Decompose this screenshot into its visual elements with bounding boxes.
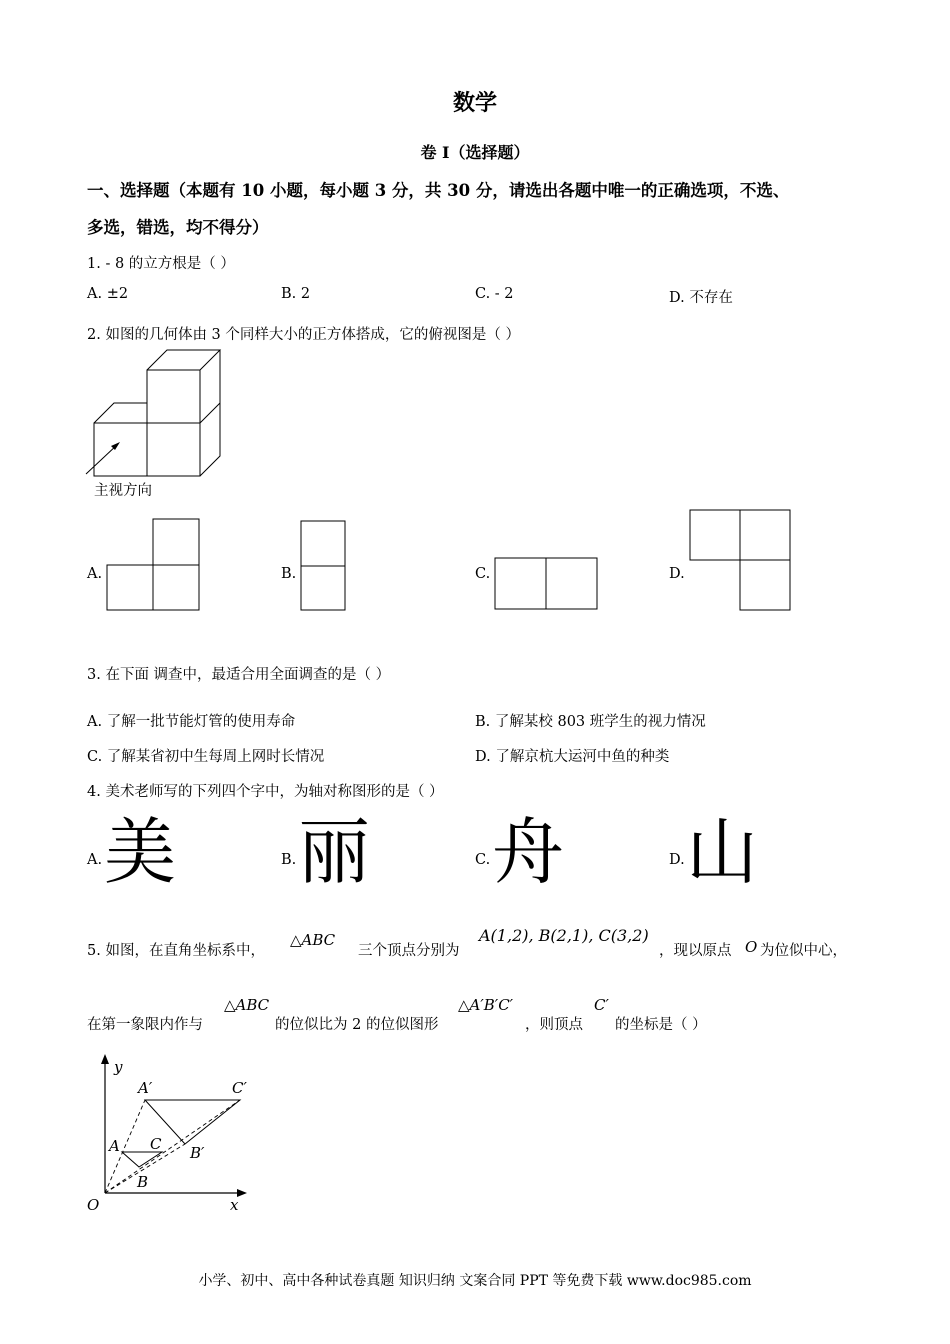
x-axis-label: x (230, 1196, 239, 1214)
question-2-option-b-figure (299, 520, 347, 612)
vertex-coordinates: A(1,2), B(2,1), C(3,2) (479, 926, 649, 945)
origin-symbol: O (745, 938, 758, 956)
question-5-stem-part2: 三个顶点分别为 (358, 943, 460, 959)
view-direction-label: 主视方向 (94, 483, 152, 499)
question-3-option-d: D. 了解京杭大运河中鱼的种类 (475, 749, 670, 765)
y-axis-label: y (114, 1058, 123, 1076)
character-shan: 山 (686, 810, 759, 894)
question-1-option-c: C. - 2 (475, 286, 514, 302)
page-footer: 小学、初中、高中各种试卷真题 知识归纳 文案合同 PPT 等免费下载 www.doc985.com (198, 1273, 752, 1289)
character-li: 丽 (298, 810, 371, 894)
point-b-prime-label: B′ (190, 1144, 205, 1162)
question-3-option-b: B. 了解某校 803 班学生的视力情况 (475, 714, 706, 730)
question-3-stem: 3. 在下面 调查中，最适合用全面调查的是（ ） (87, 667, 391, 683)
paper-subtitle: 卷 I（选择题） (420, 143, 530, 162)
question-5-stem-part1: 5. 如图，在直角坐标系中， (87, 943, 265, 959)
section-heading-line1: 一、选择题（本题有 10 小题，每小题 3 分，共 30 分，请选出各题中唯一的正确选项，不选、 (87, 181, 790, 200)
triangle-abc-symbol-2: △ABC (224, 996, 270, 1014)
question-5-stem-part4: 为位似中心， (760, 943, 847, 959)
point-c-label: C (150, 1135, 162, 1153)
question-4-option-a-label: A. (87, 852, 103, 868)
point-a-prime-label: A′ (138, 1079, 153, 1097)
question-2-option-d-figure (688, 509, 792, 613)
question-2-option-c-figure (493, 557, 599, 611)
point-c-prime-label: C′ (232, 1079, 247, 1097)
question-3-option-a: A. 了解一批节能灯管的使用寿命 (87, 714, 296, 730)
question-3-option-c: C. 了解某省初中生每周上网时长情况 (87, 749, 325, 765)
question-5-line2-part1: 在第一象限内作与 (87, 1017, 203, 1033)
question-2-option-a-figure (105, 518, 201, 612)
question-5-line2-part3: ，则顶点 (525, 1017, 583, 1033)
question-5-stem-part3: ，现以原点 (659, 943, 732, 959)
question-2-stem: 2. 如图的几何体由 3 个同样大小的正方体搭成，它的俯视图是（ ） (87, 327, 520, 343)
question-4-option-c-label: C. (475, 852, 491, 868)
page-title: 数学 (452, 90, 497, 116)
question-4-option-b-label: B. (281, 852, 297, 868)
origin-label: O (87, 1196, 100, 1214)
question-4-stem: 4. 美术老师写的下列四个字中，为轴对称图形的是（ ） (87, 784, 444, 800)
c-prime-symbol: C′ (594, 996, 609, 1014)
character-mei: 美 (104, 810, 177, 894)
triangle-prime-symbol: △A′B′C′ (458, 996, 514, 1014)
question-4-option-d-label: D. (669, 852, 685, 868)
character-zhou: 舟 (492, 810, 565, 894)
question-1-option-a: A. ±2 (87, 286, 129, 302)
question-2-option-d-label: D. (669, 566, 685, 582)
point-a-label: A (109, 1137, 120, 1155)
question-5-line2-part2: 的位似比为 2 的位似图形 (275, 1017, 439, 1033)
question-1-stem: 1. - 8 的立方根是（ ） (87, 256, 235, 272)
question-5-line2-part4: 的坐标是（ ） (615, 1017, 707, 1033)
cube-solid-figure (80, 360, 230, 480)
question-1-option-b: B. 2 (281, 286, 311, 302)
coordinate-graph (82, 1050, 257, 1215)
section-heading-line2: 多选，错选，均不得分） (87, 218, 269, 237)
question-2-option-a-label: A. (87, 566, 103, 582)
question-2-option-c-label: C. (475, 566, 491, 582)
triangle-abc-symbol: △ABC (290, 931, 336, 949)
point-b-label: B (137, 1173, 149, 1191)
question-2-option-b-label: B. (281, 566, 297, 582)
question-1-option-d: D. 不存在 (669, 290, 733, 306)
